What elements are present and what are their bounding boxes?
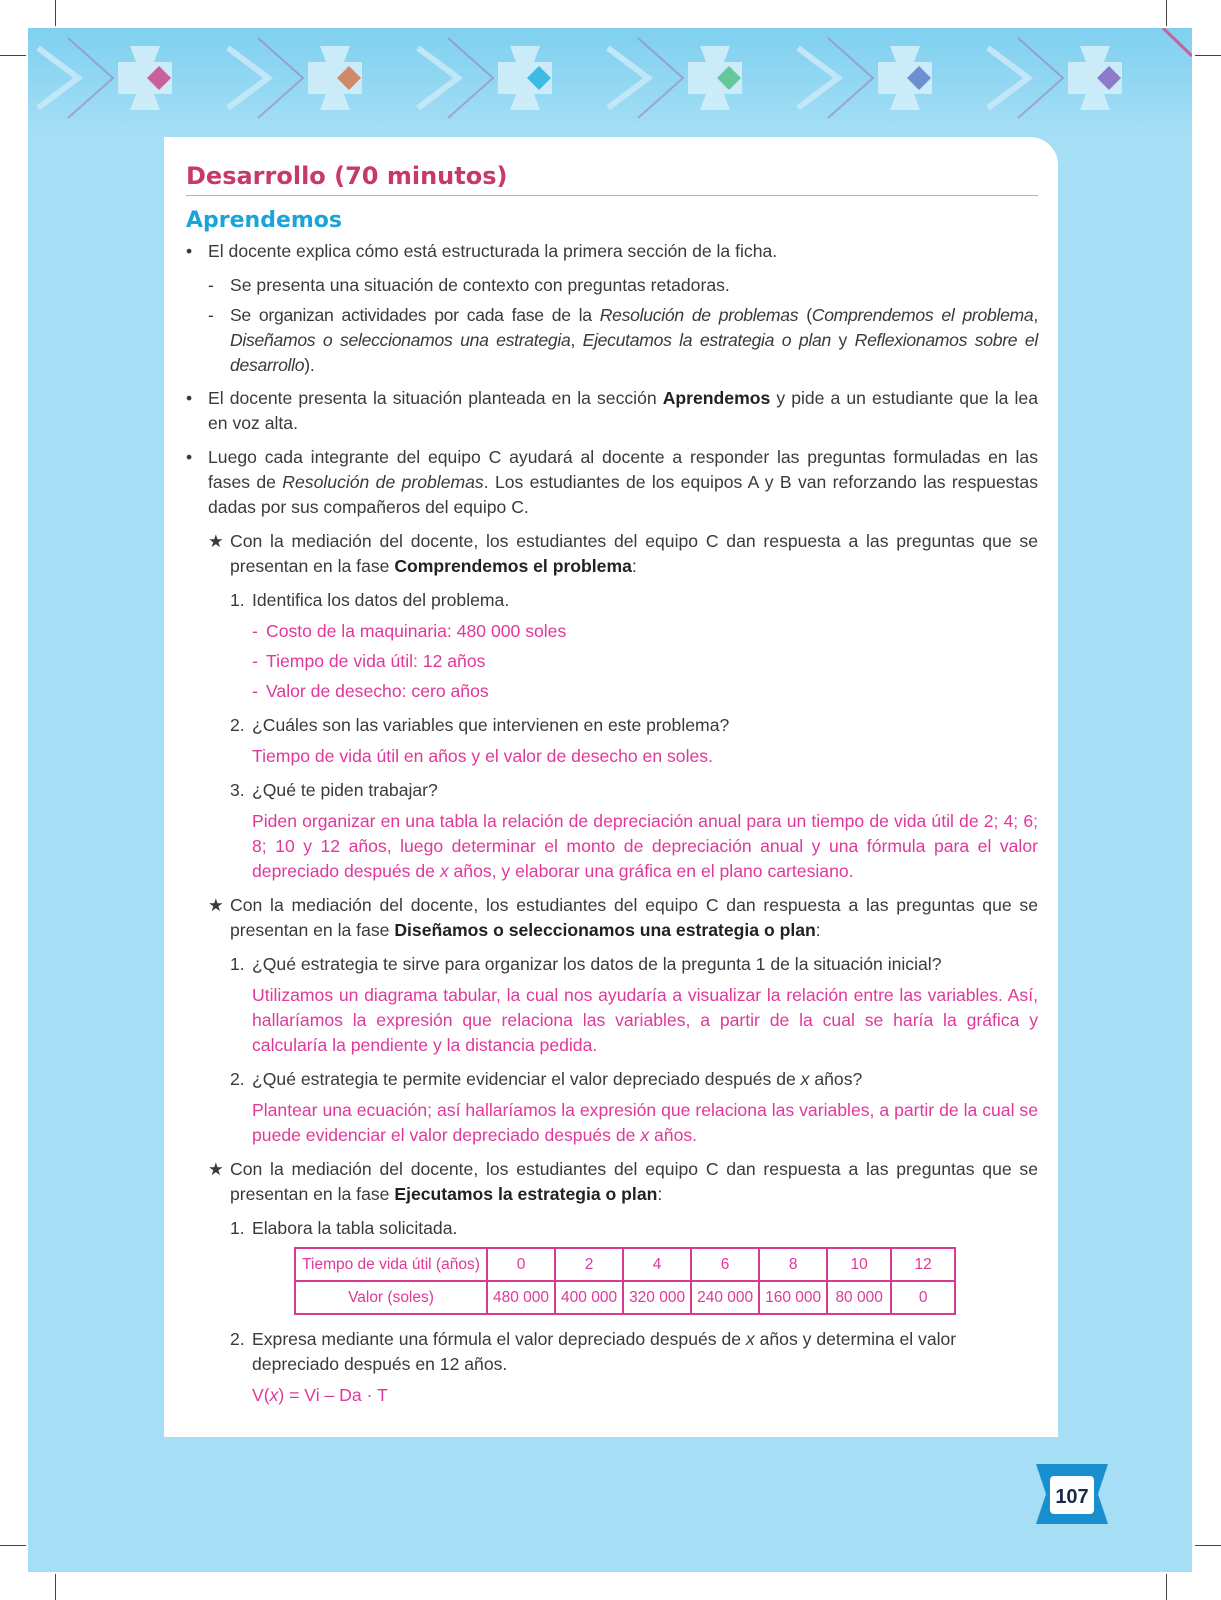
answer-text: Plantear una ecuación; así hallaríamos la expresión que relaciona las variables, a partir de la cual se puede evidenciar el valor depreciado después de x años. [252, 1100, 1038, 1145]
answer-text: Tiempo de vida útil en años y el valor de desecho en soles. [252, 746, 713, 766]
page-number: 107 [1055, 1486, 1089, 1508]
table-cell: 480 000 [487, 1281, 555, 1314]
bullet-item: • Luego cada integrante del equipo C ayudará al docente a responder las preguntas formuladas en las fases de Resolución de problemas. Los estudiantes de los equipos A y B van reforzando las respuestas dadas por sus compañeros del equipo C. [186, 447, 1038, 517]
crop-mark [0, 55, 26, 56]
table-cell: 4 [623, 1248, 691, 1281]
question-item: 1. ¿Qué estrategia te sirve para organizar los datos de la pregunta 1 de la situación inicial? [230, 954, 942, 974]
star-icon: ★ [208, 1159, 224, 1179]
table-cell: 6 [691, 1248, 759, 1281]
bullet-icon: • [186, 388, 193, 408]
crop-mark [1195, 1545, 1221, 1546]
bullet-item: • El docente presenta la situación planteada en la sección Aprendemos y pide a un estudiante que la lea en voz alta. [186, 388, 1038, 433]
page-number-badge [1032, 1458, 1112, 1530]
phase-intro: ★ Con la mediación del docente, los estudiantes del equipo C dan respuesta a las preguntas que se presentan en la fase Ejecutamos la estrategia o plan: [208, 1159, 1038, 1204]
table-header-cell: Valor (soles) [295, 1281, 487, 1314]
bullet-icon: • [186, 241, 193, 261]
crop-mark [1166, 1574, 1167, 1600]
crop-mark [0, 1545, 26, 1546]
question-item: 2. Expresa mediante una fórmula el valor depreciado después de x años y determina el valor depreciado después en 12 años. [230, 1329, 957, 1374]
table-cell: 160 000 [759, 1281, 827, 1314]
table-cell: 400 000 [555, 1281, 623, 1314]
table-cell: 8 [759, 1248, 827, 1281]
table-cell: 240 000 [691, 1281, 759, 1314]
crop-mark [1166, 0, 1167, 26]
star-icon: ★ [208, 531, 224, 551]
crop-mark [1195, 55, 1221, 56]
dash-item: - Se presenta una situación de contexto con preguntas retadoras. [186, 273, 1038, 298]
question-item: 3. ¿Qué te piden trabajar? [230, 780, 438, 800]
answer-text: Piden organizar en una tabla la relación de depreciación anual para un tiempo de vida útil de 2; 4; 6; 8; 10 y 12 años, luego determinar el monto de depreciación anual y una fórmula para el valor depreciado después de x años, y elaborar una gráfica en el plano cartesiano. [252, 811, 1038, 881]
section-title: Desarrollo (70 minutos) [186, 164, 1038, 196]
question-item: 1. Elabora la tabla solicitada. [230, 1218, 458, 1238]
formula-answer: V(x) = Vi – Da · T [252, 1385, 388, 1405]
dash-marker: - [208, 305, 214, 325]
table-cell: 320 000 [623, 1281, 691, 1314]
table-cell: 12 [891, 1248, 955, 1281]
dash-item: - Se organizan actividades por cada fase de la Resolución de problemas (Comprendemos el problema, Diseñamos o seleccionamos una estrategia, Ejecutamos la estrategia o plan y Reflexionamos sobre el desarrollo). [208, 305, 1038, 375]
page-content [186, 160, 1038, 1417]
question-item: 2. ¿Cuáles son las variables que intervienen en este problema? [230, 715, 730, 735]
crop-mark [55, 1574, 56, 1600]
star-icon: ★ [208, 895, 224, 915]
depreciation-table [294, 1247, 956, 1315]
table-row [295, 1281, 955, 1314]
dash-marker: - [208, 275, 214, 295]
crop-mark [55, 0, 56, 26]
subsection-title: Aprendemos [186, 208, 343, 233]
bullet-item: • El docente explica cómo está estructurada la primera sección de la ficha. [186, 239, 1038, 264]
question-item: 2. ¿Qué estrategia te permite evidenciar el valor depreciado después de x años? [230, 1069, 863, 1089]
phase-intro: ★ Con la mediación del docente, los estudiantes del equipo C dan respuesta a las preguntas que se presentan en la fase Comprendemos el problema: [208, 531, 1038, 576]
bullet-icon: • [186, 447, 193, 467]
table-header-cell: Tiempo de vida útil (años) [295, 1248, 487, 1281]
table-cell: 2 [555, 1248, 623, 1281]
question-item: 1. Identifica los datos del problema. [230, 590, 510, 610]
answer-item: - Tiempo de vida útil: 12 años [252, 651, 486, 671]
table-cell: 80 000 [827, 1281, 891, 1314]
table-row [295, 1248, 955, 1281]
answer-text: Utilizamos un diagrama tabular, la cual nos ayudaría a visualizar la relación entre las variables. Así, hallaríamos la expresión que relaciona las variables, a partir de la cual se haría la gráfica y calcularía la pendiente y la distancia pedida. [252, 985, 1038, 1055]
answer-item: - Valor de desecho: cero años [252, 681, 489, 701]
answer-item: - Costo de la maquinaria: 480 000 soles [252, 621, 567, 641]
table-cell: 0 [487, 1248, 555, 1281]
table-cell: 10 [827, 1248, 891, 1281]
phase-intro: ★ Con la mediación del docente, los estudiantes del equipo C dan respuesta a las preguntas que se presentan en la fase Diseñamos o seleccionamos una estrategia o plan: [208, 895, 1038, 940]
decorative-pattern-band [28, 28, 1192, 138]
table-cell: 0 [891, 1281, 955, 1314]
